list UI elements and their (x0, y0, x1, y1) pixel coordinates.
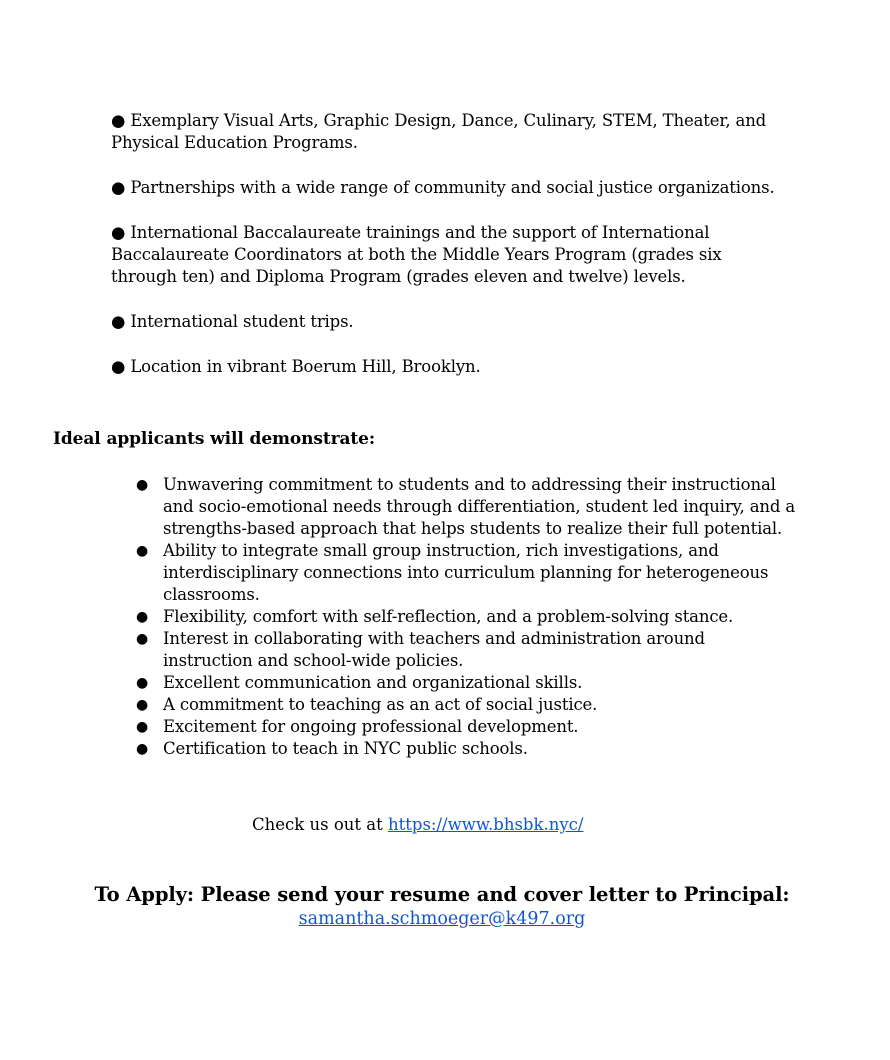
highlight-item (111, 177, 791, 199)
apply-section (0, 883, 890, 931)
requirement-item (136, 738, 796, 760)
bullet-icon: ● (136, 609, 149, 625)
requirements-heading: Ideal applicants will demonstrate: (53, 429, 376, 449)
bullet-icon: ● (136, 631, 149, 647)
requirement-text: Flexibility, comfort with self-reflection, and a problem-solving stance. (163, 607, 734, 626)
bullet-icon: ● (136, 675, 149, 691)
highlight-item (111, 222, 791, 288)
requirement-text: Excitement for ongoing professional development. (163, 717, 579, 736)
requirement-item (136, 672, 796, 694)
highlight-item (111, 356, 791, 378)
requirement-item (136, 716, 796, 738)
requirement-item (136, 694, 796, 716)
requirement-text: Unwavering commitment to students and to addressing their instructional and socio-emotional needs through differentiation, student led inquiry, and a strengths-based approach that helps students to realize their full potential. (163, 475, 796, 538)
requirement-text: Excellent communication and organizational skills. (163, 673, 583, 692)
requirement-item (136, 474, 796, 540)
requirement-item (136, 540, 796, 606)
bullet-icon: ● (111, 111, 126, 130)
highlight-text: International Baccalaureate trainings and the support of International Baccalaureate Coordinators at both the Middle Years Program (grades six through ten) and Diploma Program (grades eleven and twelve) levels. (111, 223, 722, 286)
requirement-item (136, 628, 796, 672)
school-highlights-list (111, 110, 791, 401)
requirement-text: Interest in collaborating with teachers and administration around instruction and school-wide policies. (163, 629, 705, 670)
requirements-list (136, 474, 796, 760)
bullet-icon: ● (136, 719, 149, 735)
highlight-item (111, 110, 791, 154)
principal-email-link[interactable]: samantha.schmoeger@k497.org (298, 909, 586, 929)
highlight-text: International student trips. (130, 312, 354, 331)
requirement-text: Ability to integrate small group instruction, rich investigations, and interdisciplinary connections into curriculum planning for heterogeneous classrooms. (163, 541, 769, 604)
highlight-text: Location in vibrant Boerum Hill, Brooklyn. (130, 357, 481, 376)
apply-instructions: To Apply: Please send your resume and cover letter to Principal: (94, 883, 790, 906)
requirement-text: Certification to teach in NYC public schools. (163, 739, 528, 758)
bullet-icon: ● (136, 697, 149, 713)
website-prefix: Check us out at (252, 815, 388, 834)
bullet-icon: ● (136, 543, 149, 559)
highlight-text: Partnerships with a wide range of community and social justice organizations. (130, 178, 775, 197)
requirement-item (136, 606, 796, 628)
requirement-text: A commitment to teaching as an act of social justice. (163, 695, 598, 714)
bullet-icon: ● (136, 477, 149, 493)
website-link[interactable]: https://www.bhsbk.nyc/ (388, 815, 584, 834)
highlight-item (111, 311, 791, 333)
website-line (252, 814, 583, 836)
bullet-icon: ● (136, 741, 149, 757)
bullet-icon: ● (111, 312, 126, 331)
highlight-text: Exemplary Visual Arts, Graphic Design, Dance, Culinary, STEM, Theater, and Physical Education Programs. (111, 111, 767, 152)
bullet-icon: ● (111, 223, 126, 242)
bullet-icon: ● (111, 178, 126, 197)
bullet-icon: ● (111, 357, 126, 376)
apply-email-line (0, 907, 890, 931)
